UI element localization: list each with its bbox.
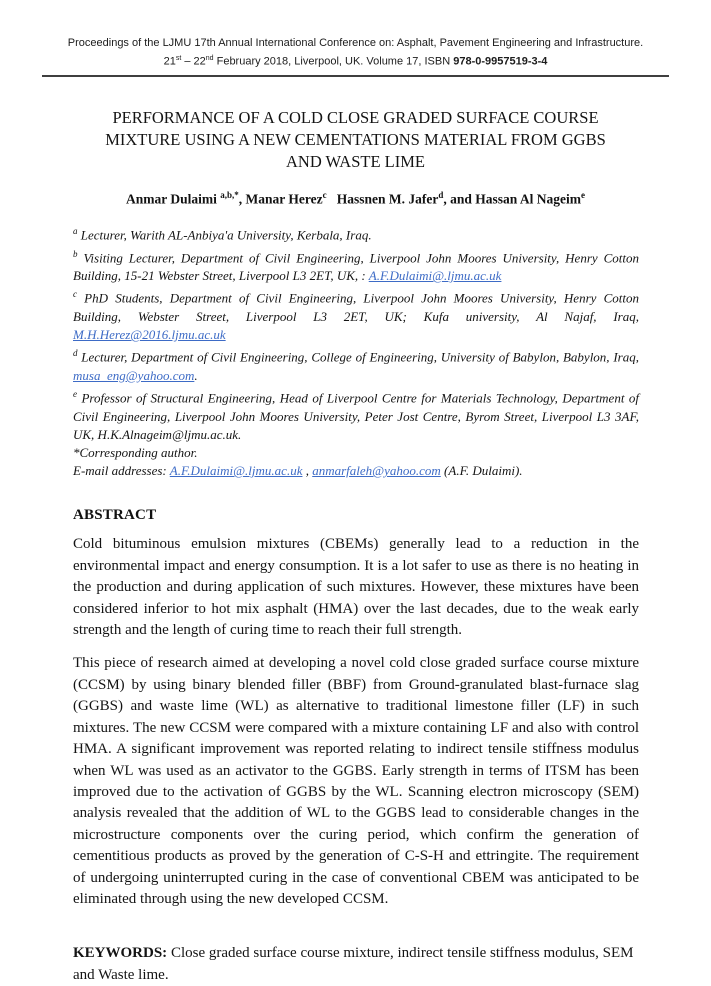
affiliation-text: Lecturer, Department of Civil Engineering, College of Engineering, University of Babylon, Babylon, Iraq, (77, 349, 639, 365)
email-link[interactable]: A.F.Dulaimi@.ljmu.ac.uk (368, 268, 502, 284)
affiliation-text: Lecturer, Warith AL-Anbiya'a University, Kerbala, Iraq. (77, 227, 372, 243)
ordinal-superscript: st (175, 55, 182, 62)
email-addresses-label: E-mail addresses: (73, 463, 170, 479)
conference-header-line1: Proceedings of the LJMU 17th Annual International Conference on: Asphalt, Pavement Engineering and Infrastructure. (67, 37, 644, 49)
affiliation-text-post: . (194, 367, 198, 383)
paper-title-line2: MIXTURE USING A NEW CEMENTATIONS MATERIAL FROM GGBS (105, 129, 606, 149)
author-affiliation-mark: c (322, 189, 327, 200)
conference-date-day2: – 22 (181, 55, 206, 68)
affiliation-text: Professor of Structural Engineering, Head of Liverpool Centre for Materials Technology, Department of Civil Engineering, Liverpool John Moores University, Peter Jost Centre, Byrom Street, Liverpool L3 3AF, UK, H.K.Alnageim@ljmu.ac.uk. (73, 390, 639, 442)
email-addresses-suffix: (A.F. Dulaimi). (440, 463, 523, 479)
author-name: , Manar Herez (238, 191, 323, 207)
affiliation-mark: e (73, 389, 77, 400)
email-link[interactable]: M.H.Herez@2016.ljmu.ac.uk (73, 327, 226, 343)
abstract-heading: ABSTRACT (73, 507, 157, 524)
author-affiliation-mark: a,b,* (220, 189, 239, 200)
conference-date-day1: 21 (163, 55, 176, 68)
affiliation-item (73, 344, 639, 385)
affiliations-block (73, 222, 639, 480)
affiliation-item (73, 245, 639, 286)
paper-title (60, 107, 651, 173)
abstract-paragraph-1: Cold bituminous emulsion mixtures (CBEMs) generally lead to a reduction in the environmental impact and energy consumption. It is a lot safer to use as there is no heating in the production and during application of such mixtures. However, these mixtures have been considered inferior to hot mix asphalt (HMA) over the last decades, due to the weak early strength and the length of curing time to reach their full strength. (73, 536, 639, 639)
email-link[interactable]: musa_eng@yahoo.com (73, 367, 195, 383)
keywords-label: KEYWORDS: (73, 945, 168, 962)
paper-title-line1: PERFORMANCE OF A COLD CLOSE GRADED SURFACE COURSE (112, 107, 599, 127)
email-addresses-line (73, 462, 639, 480)
affiliation-mark: a (73, 226, 78, 237)
authors-line (73, 190, 638, 208)
affiliation-text: PhD Students, Department of Civil Engineering, Liverpool John Moores University, Henry Cotton Building, Webster Street, Liverpool L3 2ET, UK; Kufa university, Al Najaf, Iraq, (73, 290, 639, 324)
author-affiliation-mark: e (581, 189, 586, 200)
affiliation-item (73, 285, 639, 344)
paper-title-line3: AND WASTE LIME (285, 151, 426, 171)
corresponding-author-note: *Corresponding author. (73, 445, 198, 461)
conference-date-rest: February 2018, Liverpool, UK. Volume 17, ISBN (213, 55, 454, 68)
author-name: , and Hassan Al Nageim (443, 191, 582, 207)
email-link[interactable]: A.F.Dulaimi@.ljmu.ac.uk (169, 463, 303, 479)
email-link[interactable]: anmarfaleh@yahoo.com (312, 463, 441, 479)
author-name: Anmar Dulaimi (125, 191, 221, 207)
affiliation-item (73, 222, 639, 245)
conference-header (42, 36, 669, 77)
affiliation-item (73, 385, 639, 444)
affiliation-mark: c (73, 289, 77, 300)
conference-header-line2 (42, 51, 669, 70)
abstract-paragraph-2: This piece of research aimed at developing a novel cold close graded surface course mixture (CCSM) by using binary blended filler (BBF) from Ground-granulated blast-furnace slag (GGBS) and waste lime (WL) as alternative to traditional limestone filler (LF) in such mixtures. The new CCSM were compared with a mixture containing LF and also with control HMA. A significant improvement was reported relating to indirect tensile stiffness modulus when WL was used as an activator to the GGBS. Early strength in terms of ITSM has been improved due to the activation of GGBS by the WL. Scanning electron microscopy (SEM) analysis revealed that the addition of WL to the GGBS lead to considerable changes in the microstructure components over the curing period, which confirm the generation of cementitious products as proved by the generation of C-S-H and ettringite. The requirement of undergoing uninterrupted curing in the case of conventional CBEM was anticipated to be eliminated through using the new developed CCSM. (73, 655, 639, 907)
keywords-text: Close graded surface course mixture, indirect tensile stiffness modulus, SEM and Waste lime. (73, 945, 638, 983)
affiliation-text: Visiting Lecturer, Department of Civil Engineering, Liverpool John Moores University, Henry Cotton Building, 15-21 Webster Street, Liverpool L3 2ET, UK, : (73, 250, 639, 284)
ordinal-superscript: nd (205, 55, 214, 62)
affiliation-mark: d (73, 348, 78, 359)
affiliation-mark: b (73, 248, 78, 259)
author-affiliation-mark: d (438, 189, 444, 200)
isbn-number: 978-0-9957519-3-4 (453, 55, 548, 68)
email-separator: , (302, 463, 313, 479)
author-name: Hassnen M. Jafer (326, 191, 439, 207)
